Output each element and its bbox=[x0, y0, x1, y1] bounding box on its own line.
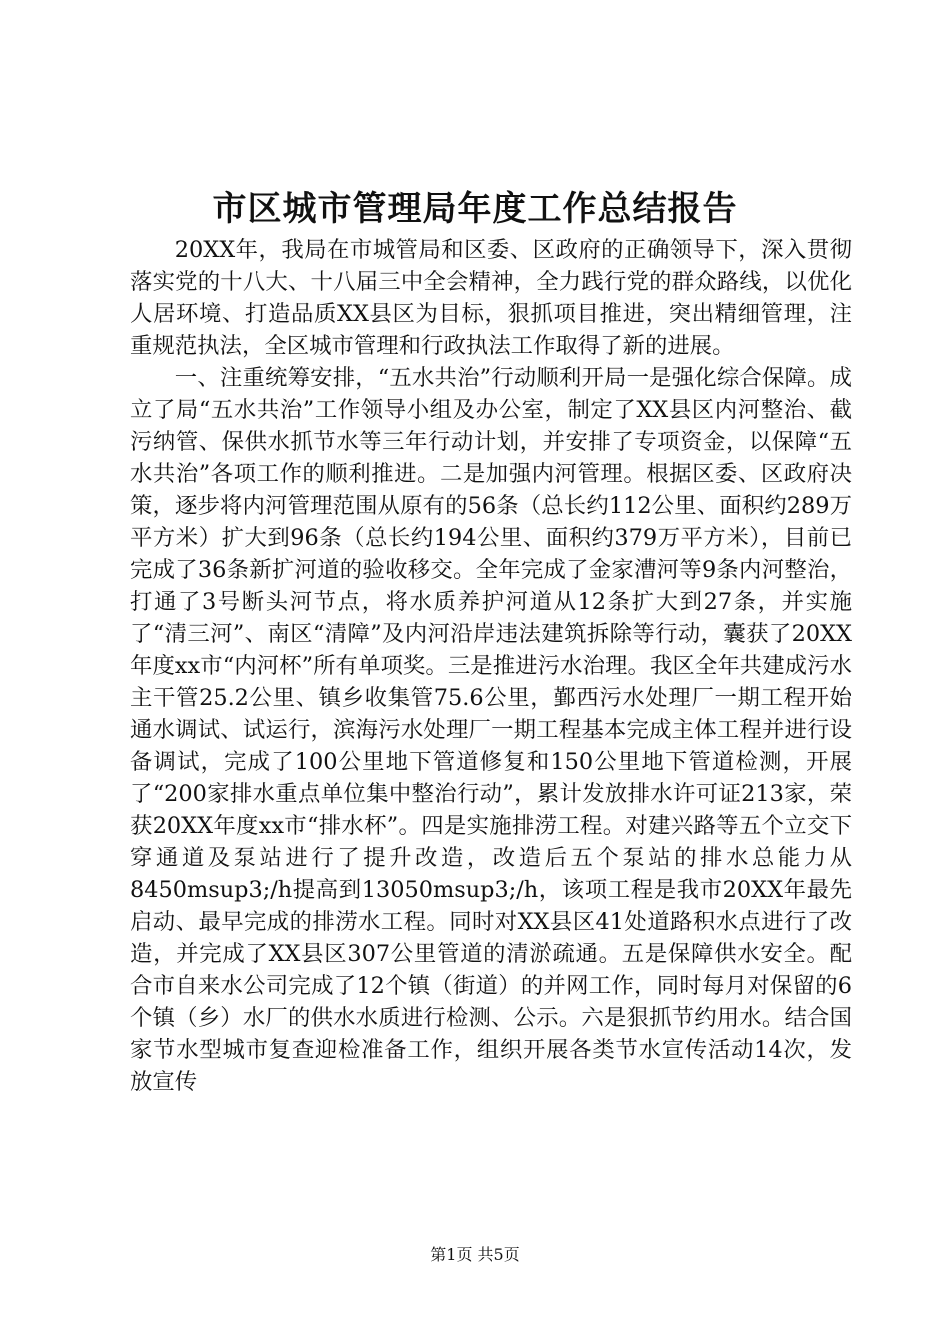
document-title: 市区城市管理局年度工作总结报告 bbox=[212, 189, 738, 229]
paragraph-intro: 20XX年，我局在市城管局和区委、区政府的正确领导下，深入贯彻落实党的十八大、十八届三中全会精神，全力践行党的群众路线，以优化人居环境、打造品质XX县区为目标，狠抓项目推进，突出精细管理，注重规范执法，全区城市管理和行政执法工作取得了新的进展。 bbox=[130, 237, 852, 359]
document-body bbox=[130, 234, 852, 1098]
page-footer: 第1页 共5页 bbox=[430, 1245, 520, 1264]
paragraph-section-one: 一、注重统筹安排，“五水共治”行动顺利开局一是强化综合保障。成立了局“五水共治”工作领导小组及办公室，制定了XX县区内河整治、截污纳管、保供水抓节水等三年行动计划，并安排了专项资金，以保障“五水共治”各项工作的顺利推进。二是加强内河管理。根据区委、区政府决策，逐步将内河管理范围从原有的56条（总长约112公里、面积约289万平方米）扩大到96条（总长约194公里、面积约379万平方米），目前已完成了36条新扩河道的验收移交。全年完成了金家漕河等9条内河整治，打通了3号断头河节点，将水质养护河道从12条扩大到27条，并实施了“清三河”、南区“清障”及内河沿岸违法建筑拆除等行动，囊获了20XX年度xx市“内河杯”所有单项奖。三是推进污水治理。我区全年共建成污水主干管25.2公里、镇乡收集管75.6公里，鄞西污水处理厂一期工程开始通水调试、试运行，滨海污水处理厂一期工程基本完成主体工程并进行设备调试，完成了100公里地下管道修复和150公里地下管道检测，开展了“200家排水重点单位集中整治行动”，累计发放排水许可证213家，荣获20XX年度xx市“排水杯”。四是实施排涝工程。对建兴路等五个立交下穿通道及泵站进行了提升改造，改造后五个泵站的排水总能力从8450msup3;/h提高到13050msup3;/h，该项工程是我市20XX年最先启动、最早完成的排涝水工程。同时对XX县区41处道路积水点进行了改造，并完成了XX县区307公里管道的清淤疏通。五是保障供水安全。配合市自来水公司完成了12个镇（街道）的并网工作，同时每月对保留的6个镇（乡）水厂的供水水质进行检测、公示。六是狠抓节约用水。结合国家节水型城市复查迎检准备工作，组织开展各类节水宣传活动14次，发放宣传 bbox=[130, 365, 852, 1095]
